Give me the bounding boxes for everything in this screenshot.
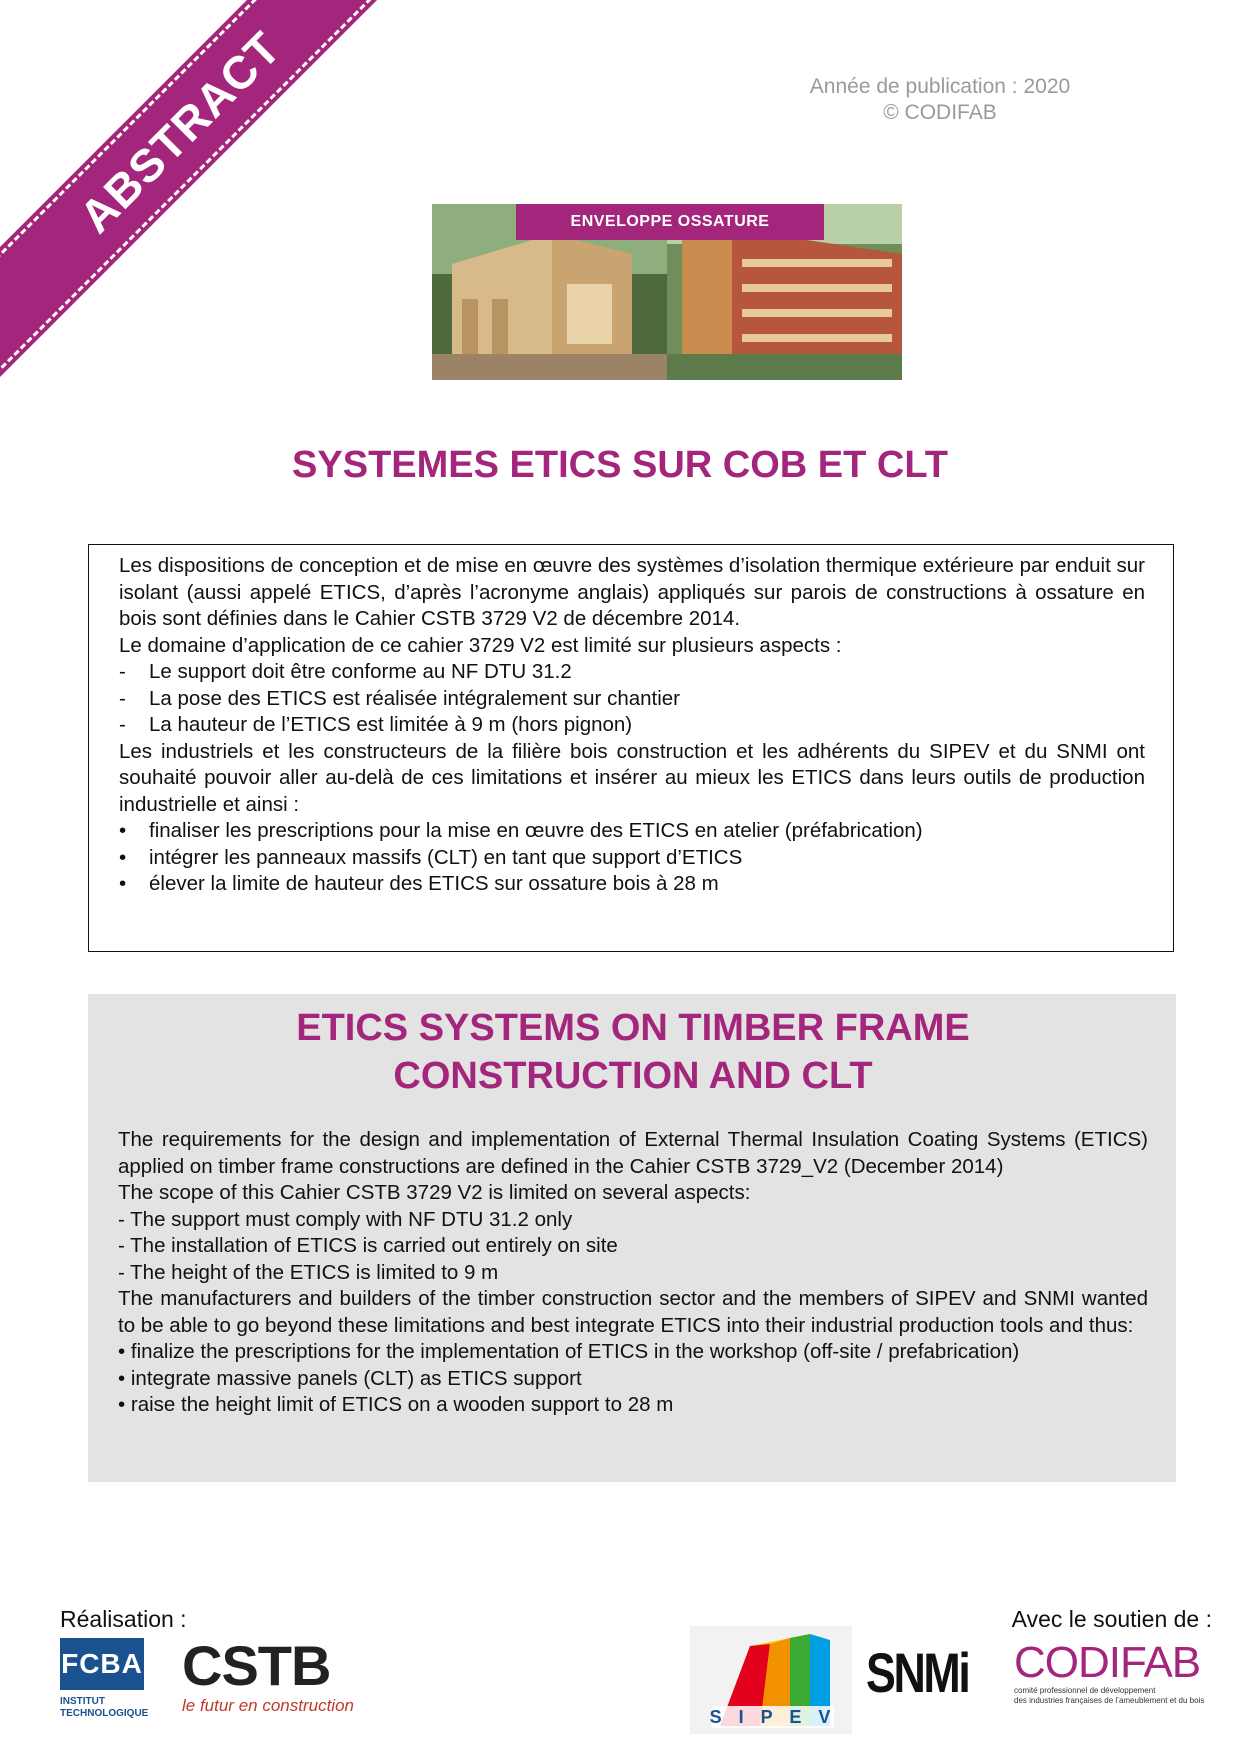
list-item: • integrate massive panels (CLT) as ETICS support bbox=[118, 1366, 582, 1390]
english-goals-list bbox=[118, 1339, 1148, 1419]
hero-image bbox=[432, 204, 902, 380]
list-marker: - bbox=[119, 713, 126, 736]
snmi-logo: SNMi bbox=[866, 1641, 969, 1704]
list-marker: • bbox=[119, 845, 127, 869]
sipev-logo bbox=[690, 1626, 852, 1734]
list-item bbox=[119, 659, 1145, 686]
codifab-desc2: des industries françaises de l’ameublement et du bois bbox=[1014, 1696, 1205, 1705]
list-item: • finalize the prescriptions for the implementation of ETICS in the workshop (off-site / prefabrication) bbox=[118, 1340, 1020, 1363]
codifab-desc1: comité professionnel de développement bbox=[1014, 1686, 1156, 1695]
list-item: • raise the height limit of ETICS on a wooden support to 28 m bbox=[118, 1393, 674, 1416]
english-abstract bbox=[88, 994, 1176, 1482]
publication-year: Année de publication : 2020 bbox=[809, 75, 1071, 98]
list-item: - The support must comply with NF DTU 31.2 only bbox=[118, 1207, 573, 1231]
list-item: - The height of the ETICS is limited to 9 m bbox=[118, 1260, 499, 1284]
list-text: finaliser les prescriptions pour la mise en œuvre des ETICS en atelier (préfabrication) bbox=[149, 819, 923, 842]
list-marker: • bbox=[119, 819, 127, 842]
category-tag: ENVELOPPE OSSATURE bbox=[516, 204, 824, 240]
french-goals-intro: Les industriels et les constructeurs de la filière bois construction et les adhérents du SIPEV et du SNMI ont souhaité pouvoir aller au-delà de ces limitations et insérer au mieux les ETICS dans leurs outils de production industrielle et ainsi : bbox=[119, 739, 1145, 816]
french-limits-list bbox=[119, 659, 1145, 739]
english-title-line2: CONSTRUCTION AND CLT bbox=[393, 1055, 873, 1097]
abstract-label: ABSTRACT bbox=[69, 21, 291, 243]
list-item: - The installation of ETICS is carried out entirely on site bbox=[118, 1234, 618, 1257]
list-text: La hauteur de l’ETICS est limitée à 9 m (hors pignon) bbox=[149, 713, 633, 736]
list-text: élever la limite de hauteur des ETICS sur ossature bois à 28 m bbox=[149, 872, 719, 895]
french-scope-intro: Le domaine d’application de ce cahier 3729 V2 est limité sur plusieurs aspects : bbox=[119, 633, 842, 657]
list-text: La pose des ETICS est réalisée intégralement sur chantier bbox=[149, 686, 680, 710]
list-item bbox=[119, 845, 1145, 872]
list-marker: - bbox=[119, 660, 126, 683]
list-item bbox=[119, 712, 1145, 739]
codifab-logo bbox=[1014, 1640, 1224, 1706]
fcba-logo-mark: FCBA bbox=[60, 1638, 144, 1690]
english-intro: The requirements for the design and implementation of External Thermal Insulation Coating Systems (ETICS) applied on timber frame constructions are defined in the Cahier CSTB 3729_V2 (December 2014) bbox=[118, 1128, 1148, 1178]
sipev-logo-text: S I P E V bbox=[709, 1707, 837, 1727]
list-item bbox=[119, 871, 1145, 898]
codifab-logo-name: CODIFAB bbox=[1014, 1638, 1201, 1687]
realisation-label: Réalisation : bbox=[60, 1606, 187, 1632]
publication-info bbox=[740, 74, 1140, 126]
cstb-logo bbox=[182, 1634, 354, 1716]
cstb-logo-tagline: le futur en construction bbox=[182, 1696, 354, 1715]
list-item bbox=[119, 818, 1145, 845]
list-item bbox=[119, 686, 1145, 713]
english-title bbox=[118, 1004, 1148, 1100]
french-title: SYSTEMES ETICS SUR COB ET CLT bbox=[292, 444, 948, 486]
list-text: intégrer les panneaux massifs (CLT) en tant que support d’ETICS bbox=[149, 845, 743, 869]
cstb-logo-name: CSTB bbox=[182, 1634, 331, 1697]
list-marker: • bbox=[119, 872, 127, 895]
english-title-line1: ETICS SYSTEMS ON TIMBER FRAME bbox=[296, 1007, 970, 1049]
english-limits-list bbox=[118, 1207, 1148, 1287]
publication-copyright: © CODIFAB bbox=[883, 101, 997, 124]
fcba-logo-subtitle bbox=[60, 1696, 150, 1720]
english-goals-intro: The manufacturers and builders of the timber construction sector and the members of SIPEV and SNMI wanted to be able to go beyond these limitations and best integrate ETICS into their industrial production tools and thus: bbox=[118, 1287, 1148, 1337]
english-scope-intro: The scope of this Cahier CSTB 3729 V2 is limited on several aspects: bbox=[118, 1181, 751, 1204]
codifab-logo-description bbox=[1014, 1686, 1224, 1706]
french-intro: Les dispositions de conception et de mise en œuvre des systèmes d’isolation thermique extérieure par enduit sur isolant (aussi appelé ETICS, d’après l’acronyme anglais) appliqués sur parois de constructions à ossature en bois sont définies dans le Cahier CSTB 3729 V2 de décembre 2014. bbox=[119, 554, 1145, 630]
french-abstract bbox=[88, 544, 1174, 952]
list-text: Le support doit être conforme au NF DTU 31.2 bbox=[149, 660, 572, 683]
fcba-sub1: INSTITUT bbox=[60, 1696, 105, 1707]
abstract-banner bbox=[0, 0, 436, 388]
fcba-sub2: TECHNOLOGIQUE bbox=[60, 1708, 149, 1719]
french-goals-list bbox=[119, 818, 1145, 898]
fcba-logo bbox=[60, 1638, 150, 1718]
sipev-logo-graphic bbox=[690, 1626, 852, 1734]
list-marker: - bbox=[119, 686, 126, 710]
support-label: Avec le soutien de : bbox=[1011, 1606, 1212, 1632]
